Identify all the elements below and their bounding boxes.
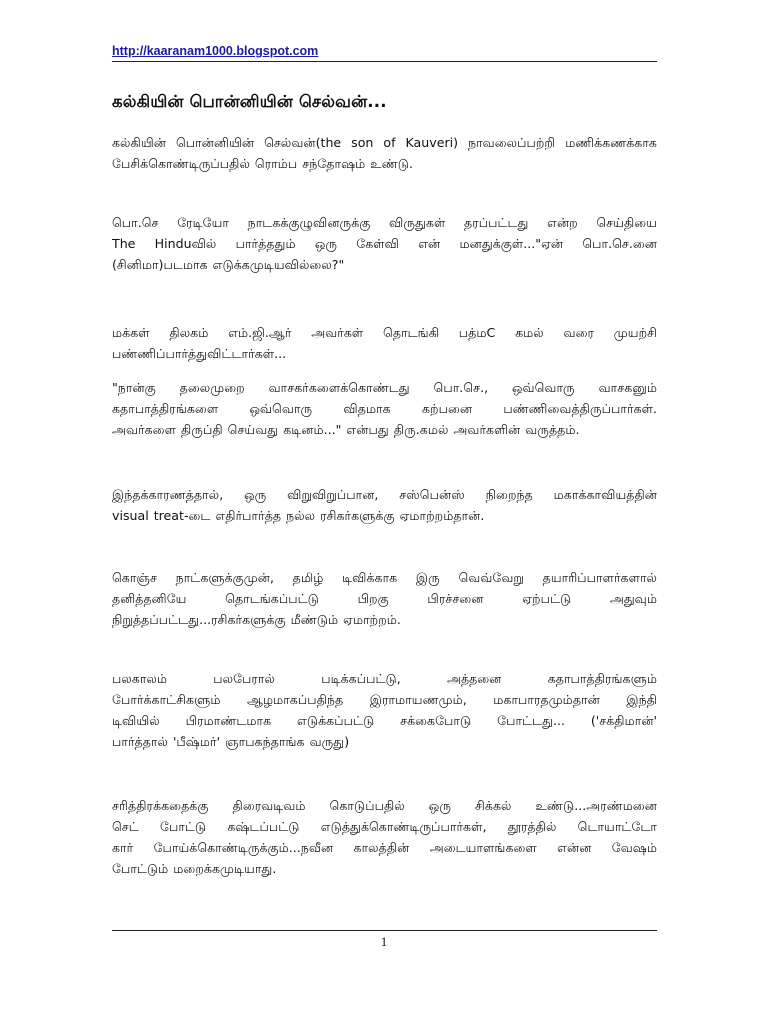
paragraph-line: (சினிமா)படமாக எடுக்கமுடியவில்லை?": [112, 257, 345, 272]
paragraph-line: "நான்கு தலைமுறை வாசகர்களைக்கொண்டது பொ.செ., ஒவ்வொரு வாசகனும்: [112, 380, 657, 395]
header-rule: [112, 61, 657, 62]
page-number: 1: [380, 934, 388, 949]
paragraph-line: கல்கியின் பொன்னியின் செல்வன்(the son of Kauveri) நாவலைப்பற்றி மணிக்கணக்காக: [112, 135, 657, 150]
paragraph-6: [112, 567, 657, 630]
paragraph-3: [112, 322, 657, 364]
paragraph-1: [112, 132, 657, 174]
paragraph-line: போர்க்காட்சிகளும் ஆழமாகப்பதிந்த இராமாயணமும், மகாபாரதமும்தான் இந்தி: [112, 692, 657, 707]
paragraph-8: [112, 795, 657, 879]
blog-url-link[interactable]: http://kaaranam1000.blogspot.com: [112, 44, 319, 58]
footer-rule: [112, 930, 657, 931]
paragraph-line: போட்டும் மறைக்கமுடியாது.: [112, 861, 277, 876]
paragraph-line: பலகாலம் பலபேரால் படிக்கப்பட்டு, அத்தனை கதாபாத்திரங்களும்: [112, 671, 657, 686]
paragraph-line: பார்த்தால் 'பீஷ்மர்' ஞாபகந்தாங்க வருது): [112, 734, 350, 749]
paragraph-line: செட் போட்டு கஷ்டப்பட்டு எடுத்துக்கொண்டிருப்பார்கள், தூரத்தில் டொயாட்டோ: [112, 819, 657, 834]
paragraph-line: மக்கள் திலகம் எம்.ஜி.ஆர் அவர்கள் தொடங்கி பத்மC கமல் வரை முயற்சி: [112, 325, 657, 340]
paragraph-line: கார் போய்க்கொண்டிருக்கும்...நவீன காலத்தின் அடையாளங்களை என்ன வேஷம்: [112, 840, 657, 855]
paragraph-line: இந்தக்காரணத்தால், ஒரு விறுவிறுப்பான, சஸ்பென்ஸ் நிறைந்த மகாக்காவியத்தின்: [112, 487, 657, 502]
paragraph-line: visual treat-டை எதிர்பார்த்த நல்ல ரசிகர்களுக்கு ஏமாற்றம்தான்.: [112, 508, 485, 523]
paragraph-line: கொஞ்ச நாட்களுக்குமுன், தமிழ் டிவிக்காக இரு வெவ்வேறு தயாரிப்பாளர்களால்: [112, 570, 657, 585]
paragraph-line: The Hinduவில் பார்த்ததும் ஒரு கேள்வி என் மனதுக்குள்..."ஏன் பொ.செ.னை: [112, 236, 657, 251]
paragraph-2: [112, 212, 657, 275]
paragraph-line: சரித்திரக்கதைக்கு திரைவடிவம் கொடுப்பதில் ஒரு சிக்கல் உண்டு...அரண்மனை: [112, 798, 657, 813]
paragraph-line: நிறுத்தப்பட்டது...ரசிகர்களுக்கு மீண்டும் ஏமாற்றம்.: [112, 612, 401, 627]
paragraph-line: பேசிக்கொண்டிருப்பதில் ரொம்ப சந்தோஷம் உண்டு.: [112, 156, 414, 171]
paragraph-line: கதாபாத்திரங்களை ஒவ்வொரு விதமாக கற்பனை பண்ணிவைத்திருப்பார்கள்.: [112, 401, 657, 416]
paragraph-line: அவர்களை திருப்தி செய்வது கடினம்..." என்பது திரு.கமல் அவர்களின் வருத்தம்.: [112, 422, 580, 437]
paragraph-line: பொ.செ ரேடியோ நாடகக்குழுவினருக்கு விருதுகள் தரப்பட்டது என்ற செய்தியை: [112, 215, 657, 230]
paragraph-line: பண்ணிப்பார்த்துவிட்டார்கள்...: [112, 346, 287, 361]
paragraph-7: [112, 668, 657, 752]
paragraph-line: தனித்தனியே தொடங்கப்பட்டு பிறகு பிரச்சனை ஏற்பட்டு அதுவும்: [112, 591, 657, 606]
paragraph-5: [112, 484, 657, 526]
paragraph-line: டிவியில் பிரமாண்டமாக எடுக்கப்பட்டு சக்கைபோடு போட்டது... ('சக்திமான்': [112, 713, 657, 728]
document-title: கல்கியின் பொன்னியின் செல்வன்...: [112, 92, 387, 111]
paragraph-4: [112, 377, 657, 440]
